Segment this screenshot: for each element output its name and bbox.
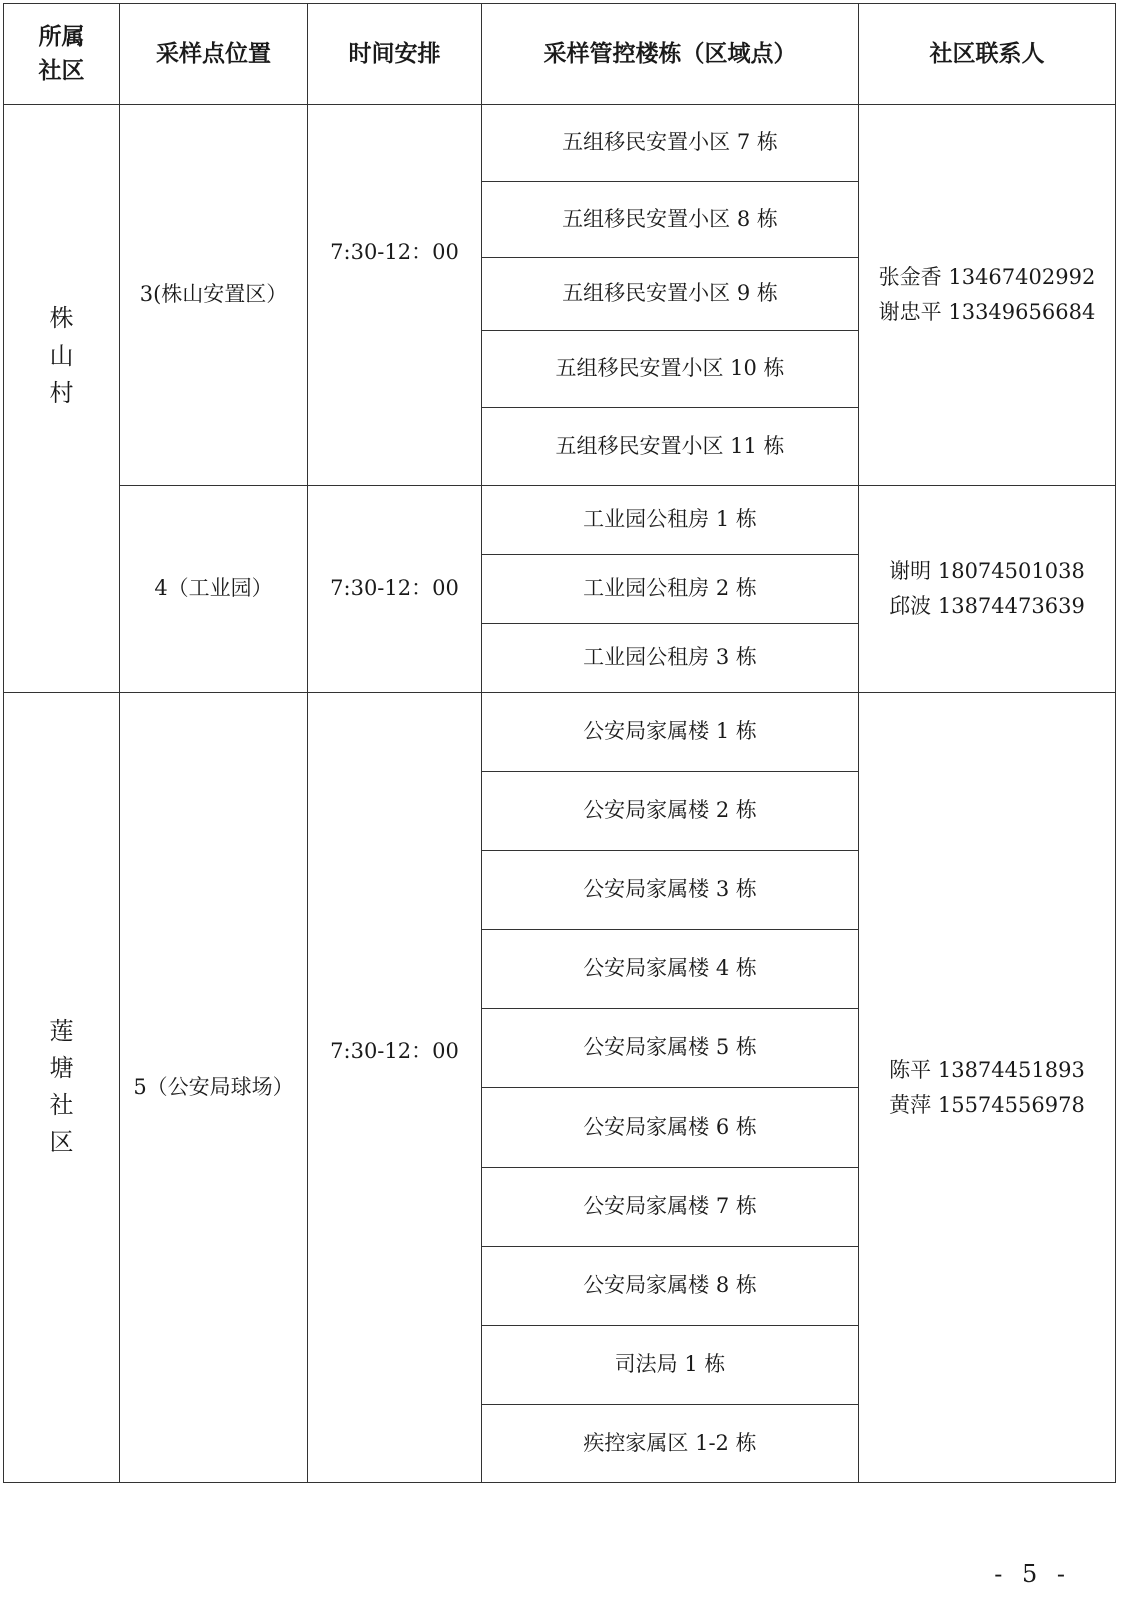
building-cell: 疾控家属区 1-2 栋 xyxy=(482,1405,859,1483)
building-cell: 工业园公租房 2 栋 xyxy=(482,555,859,624)
building-cell: 工业园公租房 3 栋 xyxy=(482,624,859,693)
building-cell: 公安局家属楼 6 栋 xyxy=(482,1088,859,1168)
building-cell: 公安局家属楼 3 栋 xyxy=(482,851,859,930)
contact-cell xyxy=(859,486,1116,693)
contact-person: 陈平 13874451893 xyxy=(889,1057,1085,1082)
contact-person: 黄萍 15574556978 xyxy=(889,1092,1085,1117)
table-row xyxy=(4,486,1116,555)
community-cell-liantang xyxy=(4,693,120,1483)
community-char: 株 xyxy=(49,304,74,333)
community-char: 山 xyxy=(49,341,74,370)
contact-person: 谢明 18074501038 xyxy=(889,559,1085,584)
building-cell: 五组移民安置小区 8 栋 xyxy=(482,182,859,258)
table-row xyxy=(4,105,1116,182)
building-cell: 公安局家属楼 1 栋 xyxy=(482,693,859,772)
community-char: 莲 xyxy=(49,1016,74,1045)
community-char: 塘 xyxy=(49,1054,74,1083)
community-name-vertical xyxy=(50,1013,74,1162)
building-cell: 公安局家属楼 5 栋 xyxy=(482,1009,859,1088)
header-row xyxy=(4,4,1116,105)
building-cell: 司法局 1 栋 xyxy=(482,1326,859,1405)
contact-person: 谢忠平 13349656684 xyxy=(878,300,1096,324)
site-time-text: 7:30-12：00 xyxy=(330,240,459,265)
site-time xyxy=(308,105,482,486)
community-cell-zhushan xyxy=(4,105,120,693)
community-char: 社 xyxy=(49,1091,74,1120)
contact-person: 张金香 13467402992 xyxy=(878,265,1096,290)
header-time: 时间安排 xyxy=(308,4,482,105)
header-community-line1: 所属 xyxy=(38,23,85,50)
building-cell: 五组移民安置小区 10 栋 xyxy=(482,331,859,408)
building-cell: 工业园公租房 1 栋 xyxy=(482,486,859,555)
site-location: 4（工业园） xyxy=(120,486,308,693)
building-cell: 五组移民安置小区 9 栋 xyxy=(482,258,859,331)
building-cell: 五组移民安置小区 11 栋 xyxy=(482,408,859,486)
community-char: 区 xyxy=(49,1128,74,1157)
community-char: 村 xyxy=(49,378,74,407)
header-community-line2: 社区 xyxy=(38,58,85,84)
community-name-vertical xyxy=(50,300,74,412)
building-cell: 公安局家属楼 4 栋 xyxy=(482,930,859,1009)
page-number: - 5 - xyxy=(994,1560,1071,1588)
site-location: 5（公安局球场） xyxy=(120,693,308,1483)
sampling-schedule-table xyxy=(3,3,1116,1483)
building-cell: 公安局家属楼 2 栋 xyxy=(482,772,859,851)
site-location: 3(株山安置区） xyxy=(120,105,308,486)
header-contacts: 社区联系人 xyxy=(859,4,1116,105)
header-community xyxy=(4,4,120,105)
building-cell: 五组移民安置小区 7 栋 xyxy=(482,105,859,182)
contact-cell xyxy=(859,693,1116,1483)
site-time-text: 7:30-12：00 xyxy=(330,1038,459,1063)
site-time xyxy=(308,693,482,1483)
building-cell: 公安局家属楼 7 栋 xyxy=(482,1168,859,1247)
contact-cell xyxy=(859,105,1116,486)
table-row xyxy=(4,693,1116,772)
building-cell: 公安局家属楼 8 栋 xyxy=(482,1247,859,1326)
contact-person: 邱波 13874473639 xyxy=(889,594,1085,618)
site-time: 7:30-12：00 xyxy=(308,486,482,693)
header-location: 采样点位置 xyxy=(120,4,308,105)
header-buildings: 采样管控楼栋（区域点） xyxy=(482,4,859,105)
